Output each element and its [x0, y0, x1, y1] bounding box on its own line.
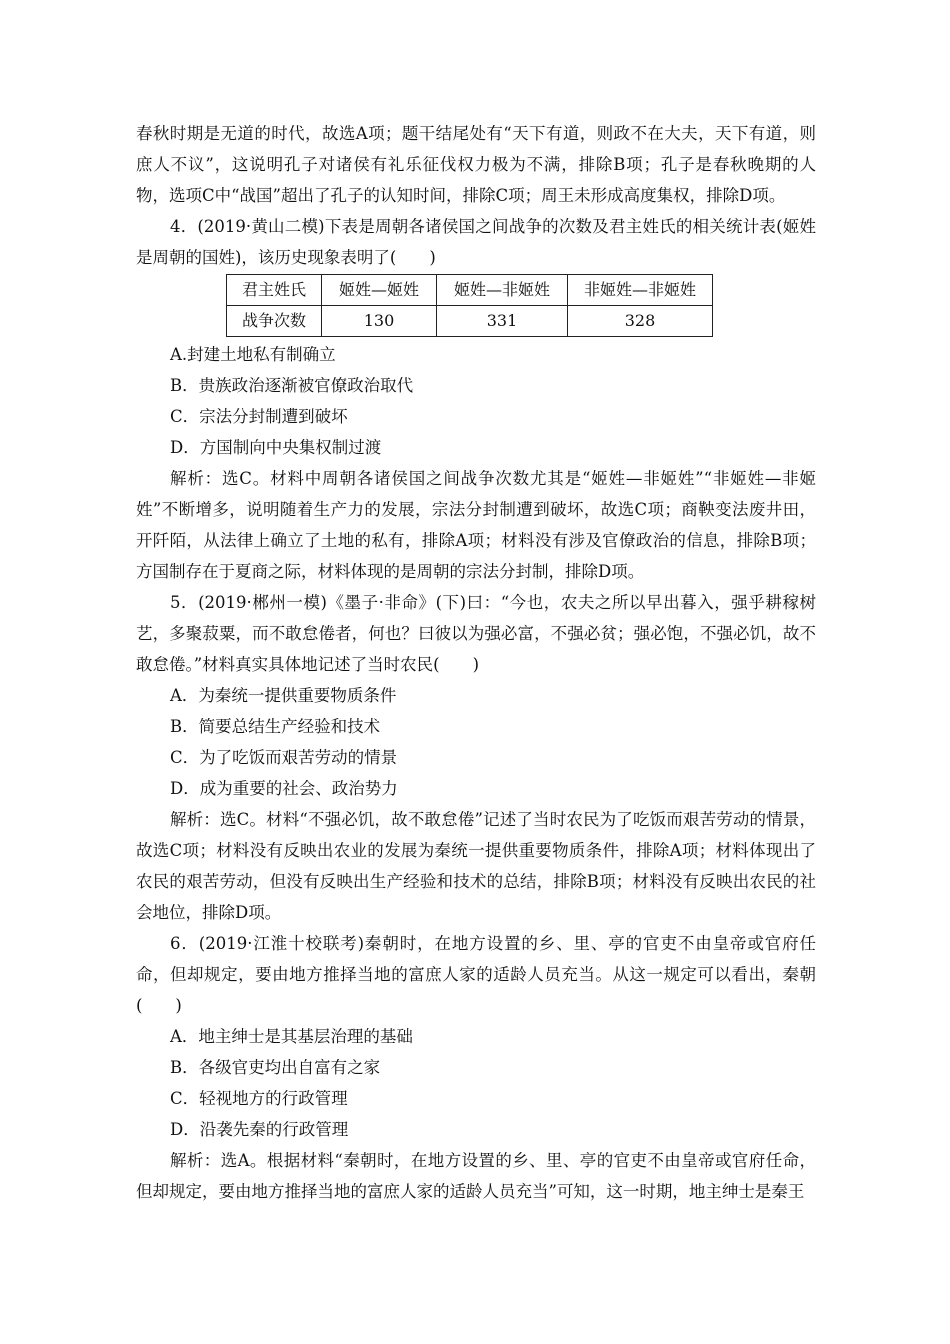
question-6-option-d: D．沿袭先秦的行政管理: [170, 1120, 349, 1139]
question-5-option-b: B．简要总结生产经验和技术: [170, 717, 381, 736]
question-4-analysis: 解析：选C。材料中周朝各诸侯国之间战争次数尤其是“姬姓—非姬姓”“非姬姓—非姬姓”不断增多，说明随着生产力的发展，宗法分封制遭到破坏，故选C项；商鞅变法废井田，开阡陌，从法律上确立了土地的私有，排除A项；材料没有涉及官僚政治的信息，排除B项；方国制存在于夏商之际，材料体现的是周朝的宗法分封制，排除D项。: [136, 469, 816, 581]
table-header-cell: 姬姓—姬姓: [322, 275, 437, 306]
table-cell: 战争次数: [227, 306, 322, 337]
question-6-analysis: 解析：选A。根据材料“秦朝时，在地方设置的乡、里、亭的官吏不由皇帝或官府任命，但却规定，要由地方推择当地的富庶人家的适龄人员充当”可知，这一时期，地主绅士是秦王: [136, 1151, 816, 1201]
intro-paragraph: 春秋时期是无道的时代，故选A项；题干结尾处有“天下有道，则政不在大夫，天下有道，则庶人不议”，这说明孔子对诸侯有礼乐征伐权力极为不满，排除B项；孔子是春秋晚期的人物，选项C中“战国”超出了孔子的认知时间，排除C项；周王未形成高度集权，排除D项。: [136, 124, 816, 205]
table-header-cell: 姬姓—非姬姓: [437, 275, 568, 306]
table-cell: 328: [568, 306, 713, 337]
table-cell: 331: [437, 306, 568, 337]
question-6-stem: 6．(2019·江淮十校联考)秦朝时，在地方设置的乡、里、亭的官吏不由皇帝或官府任命，但却规定，要由地方推择当地的富庶人家的适龄人员充当。从这一规定可以看出，秦朝( ): [136, 934, 816, 1015]
war-statistics-table: [226, 274, 713, 337]
question-6-option-c: C．轻视地方的行政管理: [170, 1089, 348, 1108]
question-5-option-d: D．成为重要的社会、政治势力: [170, 779, 398, 798]
document-page: [136, 118, 816, 1207]
question-4-option-a: A.封建土地私有制确立: [170, 345, 336, 364]
question-5-option-a: A．为秦统一提供重要物质条件: [170, 686, 397, 705]
table-header-cell: 非姬姓—非姬姓: [568, 275, 713, 306]
question-4-option-c: C．宗法分封制遭到破坏: [170, 407, 348, 426]
question-5-stem: 5．(2019·郴州一模)《墨子·非命》(下)曰：“今也，农夫之所以早出暮入，强乎耕稼树艺，多聚菽粟，而不敢怠倦者，何也？曰彼以为强必富，不强必贫；强必饱，不强必饥，故不敢怠倦。”材料真实具体地记述了当时农民( ): [136, 593, 816, 674]
question-5-analysis: 解析：选C。材料“不强必饥，故不敢怠倦”记述了当时农民为了吃饭而艰苦劳动的情景，故选C项；材料没有反映出农业的发展为秦统一提供重要物质条件，排除A项；材料体现出了农民的艰苦劳动，但没有反映出生产经验和技术的总结，排除B项；材料没有反映出农民的社会地位，排除D项。: [136, 810, 816, 922]
question-6-option-a: A．地主绅士是其基层治理的基础: [170, 1027, 413, 1046]
question-4-option-d: D．方国制向中央集权制过渡: [170, 438, 382, 457]
question-5-option-c: C．为了吃饭而艰苦劳动的情景: [170, 748, 398, 767]
question-4-option-b: B．贵族政治逐渐被官僚政治取代: [170, 376, 414, 395]
question-4-stem: 4．(2019·黄山二模)下表是周朝各诸侯国之间战争的次数及君主姓氏的相关统计表(姬姓是周朝的国姓)，该历史现象表明了( ): [136, 217, 816, 267]
table-cell: 130: [322, 306, 437, 337]
table-header-row: [227, 275, 713, 306]
table-header-cell: 君主姓氏: [227, 275, 322, 306]
question-6-option-b: B．各级官吏均出自富有之家: [170, 1058, 381, 1077]
table-row: [227, 306, 713, 337]
